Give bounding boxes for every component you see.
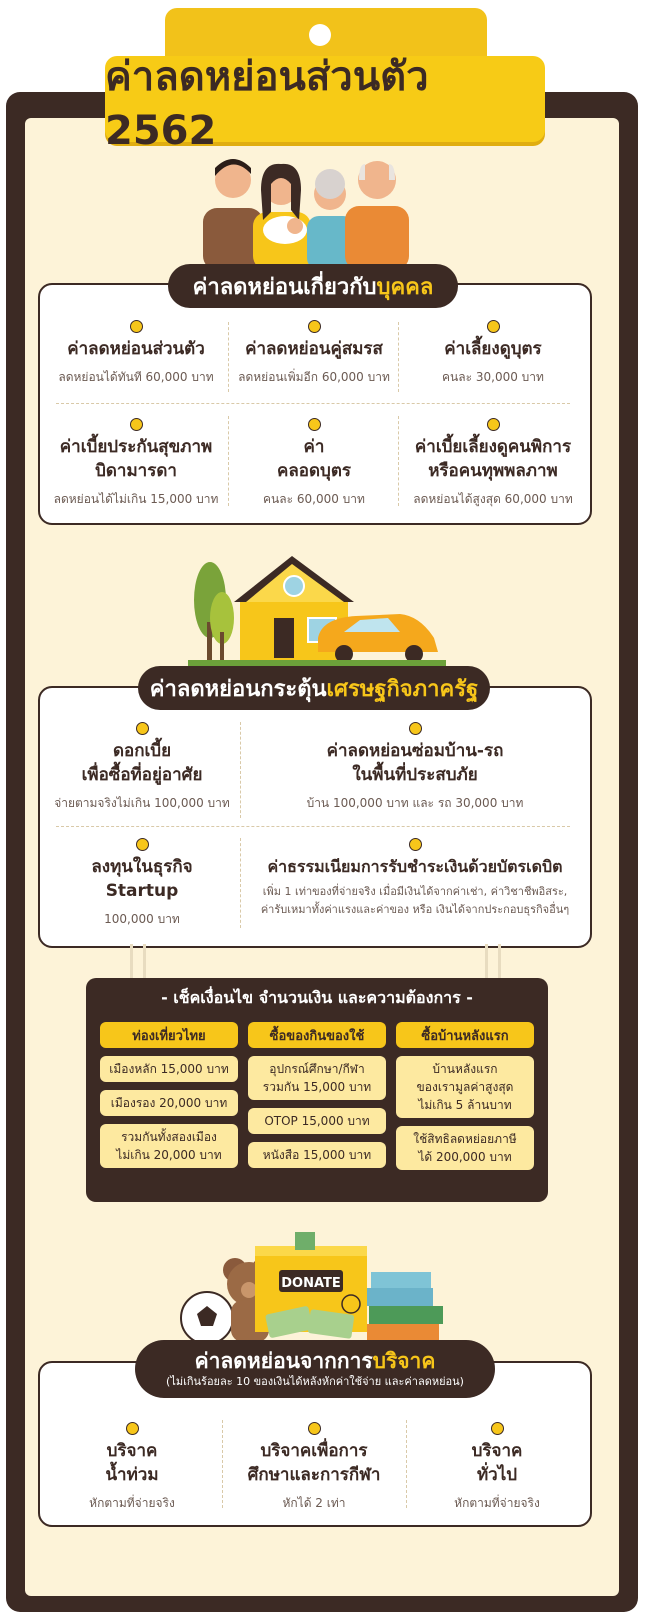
deduction-item-disabled-care [400, 418, 586, 509]
bullet-dot [130, 418, 143, 431]
section-personal-title [168, 264, 458, 308]
conditions-title: - เช็คเงื่อนไข จำนวนเงิน และความต้องการ - [161, 988, 473, 1007]
conditions-column-shopping [248, 1022, 386, 1168]
divider [228, 322, 229, 392]
item-title: ค่าเบี้ยประกันสุขภาพ บิดามารดา [59, 437, 213, 481]
deduction-item-childbirth [230, 418, 398, 509]
bullet-dot [130, 320, 143, 333]
item-title: ลงทุนในธุรกิจ Startup [91, 857, 193, 901]
section-donation-title-b: บริจาค [372, 1349, 436, 1373]
hanging-rope [498, 944, 501, 978]
item-title: ดอกเบี้ย เพื่อซื้อที่อยู่อาศัย [81, 741, 203, 785]
column-header: ซื้อบ้านหลังแรก [396, 1022, 534, 1048]
stimulus-item-debit-card-fee [244, 838, 586, 919]
item-sub: จ่ายตามจริงไม่เกิน 100,000 บาท [54, 796, 230, 810]
donation-item-flood [44, 1422, 220, 1513]
donation-item-general [408, 1422, 586, 1513]
item-sub: ลดหย่อนได้สูงสุด 60,000 บาท [413, 492, 573, 506]
page-title-box [105, 54, 545, 154]
column-header: ซื้อของกินของใช้ [248, 1022, 386, 1048]
conditions-column-first-home [396, 1022, 534, 1170]
condition-item: OTOP 15,000 บาท [248, 1108, 386, 1134]
item-title: ค่าลดหย่อนคู่สมรส [245, 339, 383, 359]
bullet-dot [136, 838, 149, 851]
bullet-dot [308, 1422, 321, 1435]
page-title: ค่าลดหย่อนส่วนตัว 2562 [105, 54, 429, 154]
item-sub: ลดหย่อนเพิ่มอีก 60,000 บาท [238, 370, 390, 384]
bullet-dot [126, 1422, 139, 1435]
item-sub: หักได้ 2 เท่า [282, 1496, 346, 1510]
item-sub: ลดหย่อนได้ทันที 60,000 บาท [58, 370, 214, 384]
hanging-rope [130, 944, 133, 978]
divider [240, 722, 241, 818]
deduction-item-child [400, 320, 586, 387]
stimulus-item-housing-interest [44, 722, 240, 813]
stimulus-item-disaster-repair [244, 722, 586, 813]
bullet-dot [487, 418, 500, 431]
bullet-dot [409, 838, 422, 851]
clip-hole [309, 24, 331, 46]
hanging-rope [485, 944, 488, 978]
divider [398, 416, 399, 506]
donate-sign: DONATE [281, 1276, 341, 1291]
condition-item: บ้านหลังแรก ของเรามูลค่าสูงสุด ไม่เกิน 5 ล้านบาท [396, 1056, 534, 1118]
item-sub: หักตามที่จ่ายจริง [89, 1496, 175, 1510]
bullet-dot [308, 418, 321, 431]
bullet-dot [136, 722, 149, 735]
family-illustration [195, 150, 420, 270]
item-title: ค่าเบี้ยเลี้ยงดูคนพิการ หรือคนทุพพลภาพ [414, 437, 572, 481]
item-title: บริจาค ทั่วไป [471, 1441, 523, 1485]
divider [240, 838, 241, 928]
item-title: ค่าเลี้ยงดูบุตร [444, 339, 542, 359]
condition-item: เมืองหลัก 15,000 บาท [100, 1056, 238, 1082]
bullet-dot [308, 320, 321, 333]
deduction-item-spouse [230, 320, 398, 387]
item-title: ค่า คลอดบุตร [276, 437, 351, 481]
item-title: บริจาค น้ำท่วม [105, 1441, 159, 1485]
bullet-dot [487, 320, 500, 333]
section-personal-title-a: ค่าลดหย่อนเกี่ยวกับ [192, 274, 377, 300]
item-sub: 100,000 บาท [104, 912, 180, 926]
bullet-dot [491, 1422, 504, 1435]
condition-item: เมืองรอง 20,000 บาท [100, 1090, 238, 1116]
item-title: ค่าลดหย่อนส่วนตัว [67, 339, 205, 359]
donation-item-education-sport [224, 1422, 404, 1513]
item-title: ค่าลดหย่อนซ่อมบ้าน-รถ ในพื้นที่ประสบภัย [326, 741, 504, 785]
section-economy-title-b: เศรษฐกิจภาครัฐ [326, 676, 479, 702]
donation-illustration [175, 1232, 450, 1344]
donation-note: (ไม่เกินร้อยละ 10 ของเงินได้หลังหักค่าใช้จ่าย และค่าลดหย่อน) [166, 1375, 464, 1388]
deduction-item-parent-insurance [44, 418, 228, 509]
divider [228, 416, 229, 506]
item-sub: คนละ 30,000 บาท [442, 370, 544, 384]
section-economy-title-a: ค่าลดหย่อนกระตุ้น [149, 676, 327, 702]
divider [406, 1420, 407, 1508]
section-economy-title [138, 666, 490, 710]
deduction-item-personal [44, 320, 228, 387]
bullet-dot [409, 722, 422, 735]
section-donation-title-a: ค่าลดหย่อนจากการ [194, 1349, 373, 1373]
divider [56, 826, 570, 827]
item-sub: บ้าน 100,000 บาท และ รถ 30,000 บาท [306, 796, 524, 810]
section-personal-title-b: บุคคล [376, 274, 434, 300]
hanging-rope [143, 944, 146, 978]
item-title: ค่าธรรมเนียมการรับชำระเงินด้วยบัตรเดบิต [267, 857, 563, 876]
condition-item: อุปกรณ์ศึกษา/กีฬา รวมกัน 15,000 บาท [248, 1056, 386, 1100]
divider [56, 403, 570, 404]
stimulus-item-startup [44, 838, 240, 929]
column-header: ท่องเที่ยวไทย [100, 1022, 238, 1048]
condition-item: รวมกันทั้งสองเมือง ไม่เกิน 20,000 บาท [100, 1124, 238, 1168]
item-title: บริจาคเพื่อการ ศึกษาและการกีฬา [247, 1441, 381, 1485]
conditions-board [86, 978, 548, 1202]
item-sub: ลดหย่อนได้ไม่เกิน 15,000 บาท [53, 492, 219, 506]
condition-item: ใช้สิทธิลดหย่อยภาษี ได้ 200,000 บาท [396, 1126, 534, 1170]
conditions-column-travel [100, 1022, 238, 1168]
item-sub: หักตามที่จ่ายจริง [454, 1496, 540, 1510]
section-donation-title [135, 1340, 495, 1398]
divider [222, 1420, 223, 1508]
item-sub: เพิ่ม 1 เท่าของที่จ่ายจริง เมื่อมีเงินได้จากค่าเช่า, ค่าวิชาชีพอิสระ, ค่ารับเหมาทั้งค่าแรงและค่าของ หรือ เงินได้จากประกอบธุรกิจอื่นๆ [260, 885, 570, 916]
house-car-illustration [188, 552, 446, 670]
divider [398, 322, 399, 392]
condition-item: หนังสือ 15,000 บาท [248, 1142, 386, 1168]
item-sub: คนละ 60,000 บาท [263, 492, 365, 506]
